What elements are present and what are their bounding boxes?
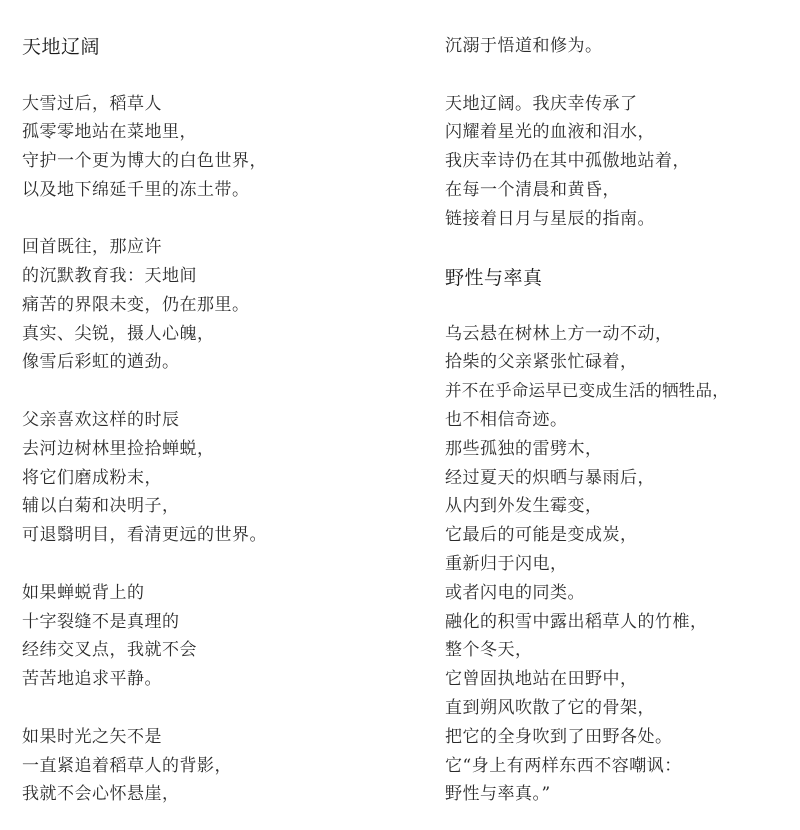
poem-line: 一直紧追着稻草人的背影，	[22, 756, 232, 776]
poem-line: 以及地下绵延千里的冻土带。	[22, 180, 250, 200]
poem-line: 经纬交叉点，我就不会	[22, 640, 197, 660]
poem-line: 辅以白菊和决明子，	[22, 496, 180, 516]
poem-line: 十字裂缝不是真理的	[22, 612, 180, 632]
poem-line: 野性与率真。”	[445, 784, 551, 804]
poem-line: 经过夏天的炽晒与暴雨后，	[445, 468, 655, 488]
poem-line: 去河边树林里捡拾蝉蜕，	[22, 439, 215, 459]
poem-line: 真实、尖锐，摄人心魄，	[22, 324, 215, 344]
poem-line: 它曾固执地站在田野中，	[445, 669, 638, 689]
poem-line: 苦苦地追求平静。	[22, 669, 162, 689]
poem-line: 如果蝉蜕背上的	[22, 583, 145, 603]
poem-line: 链接着日月与星辰的指南。	[445, 209, 655, 229]
poem-line: 如果时光之矢不是	[22, 727, 162, 747]
poem-line: 可退翳明目，看清更远的世界。	[22, 525, 267, 545]
poem-line: 我就不会心怀悬崖，	[22, 784, 180, 804]
poem-line: 或者闪电的同类。	[445, 583, 585, 603]
poem-line: 将它们磨成粉末，	[22, 468, 162, 488]
poem-line: 痛苦的界限未变，仍在那里。	[22, 295, 250, 315]
poem-line: 乌云悬在树林上方一动不动，	[445, 324, 673, 344]
poem-line: 沉溺于悟道和修为。	[445, 36, 603, 56]
poem-line: 并不在乎命运早已变成生活的牺牲品，	[445, 381, 729, 400]
poem-line: 在每一个清晨和黄昏，	[445, 180, 620, 200]
poem-line: 也不相信奇迹。	[445, 410, 568, 430]
poem-line: 从内到外发生霉变，	[445, 496, 603, 516]
poem-line: 回首既往，那应许	[22, 237, 162, 257]
poem-line: 那些孤独的雷劈木，	[445, 439, 603, 459]
poem-line: 天地辽阔。我庆幸传承了	[445, 94, 638, 114]
poem-line: 守护一个更为博大的白色世界，	[22, 151, 267, 171]
poem-line: 孤零零地站在菜地里，	[22, 122, 197, 142]
poem-line: 直到朔风吹散了它的骨架，	[445, 698, 655, 718]
poem-line: 把它的全身吹到了田野各处。	[445, 727, 673, 747]
poem-line: 整个冬天，	[445, 640, 533, 660]
poem-title-yexing-yu-lvzhen: 野性与率真	[445, 267, 543, 289]
poem-line: 拾柴的父亲紧张忙碌着，	[445, 352, 638, 372]
poem-line: 重新归于闪电，	[445, 554, 568, 574]
poem-line: 我庆幸诗仍在其中孤傲地站着，	[445, 151, 690, 171]
poem-line: 像雪后彩虹的遒劲。	[22, 352, 180, 372]
poem-title-tiandi-liaokuo: 天地辽阔	[22, 36, 101, 58]
poem-line: 它“身上有两样东西不容嘲讽：	[445, 756, 682, 776]
poem-line: 的沉默教育我：天地间	[22, 266, 197, 286]
poem-line: 闪耀着星光的血液和泪水，	[445, 122, 655, 142]
poem-line: 它最后的可能是变成炭，	[445, 525, 638, 545]
poem-line: 融化的积雪中露出稻草人的竹椎，	[445, 612, 708, 632]
poem-line: 大雪过后，稻草人	[22, 94, 162, 114]
poem-line: 父亲喜欢这样的时辰	[22, 410, 180, 430]
